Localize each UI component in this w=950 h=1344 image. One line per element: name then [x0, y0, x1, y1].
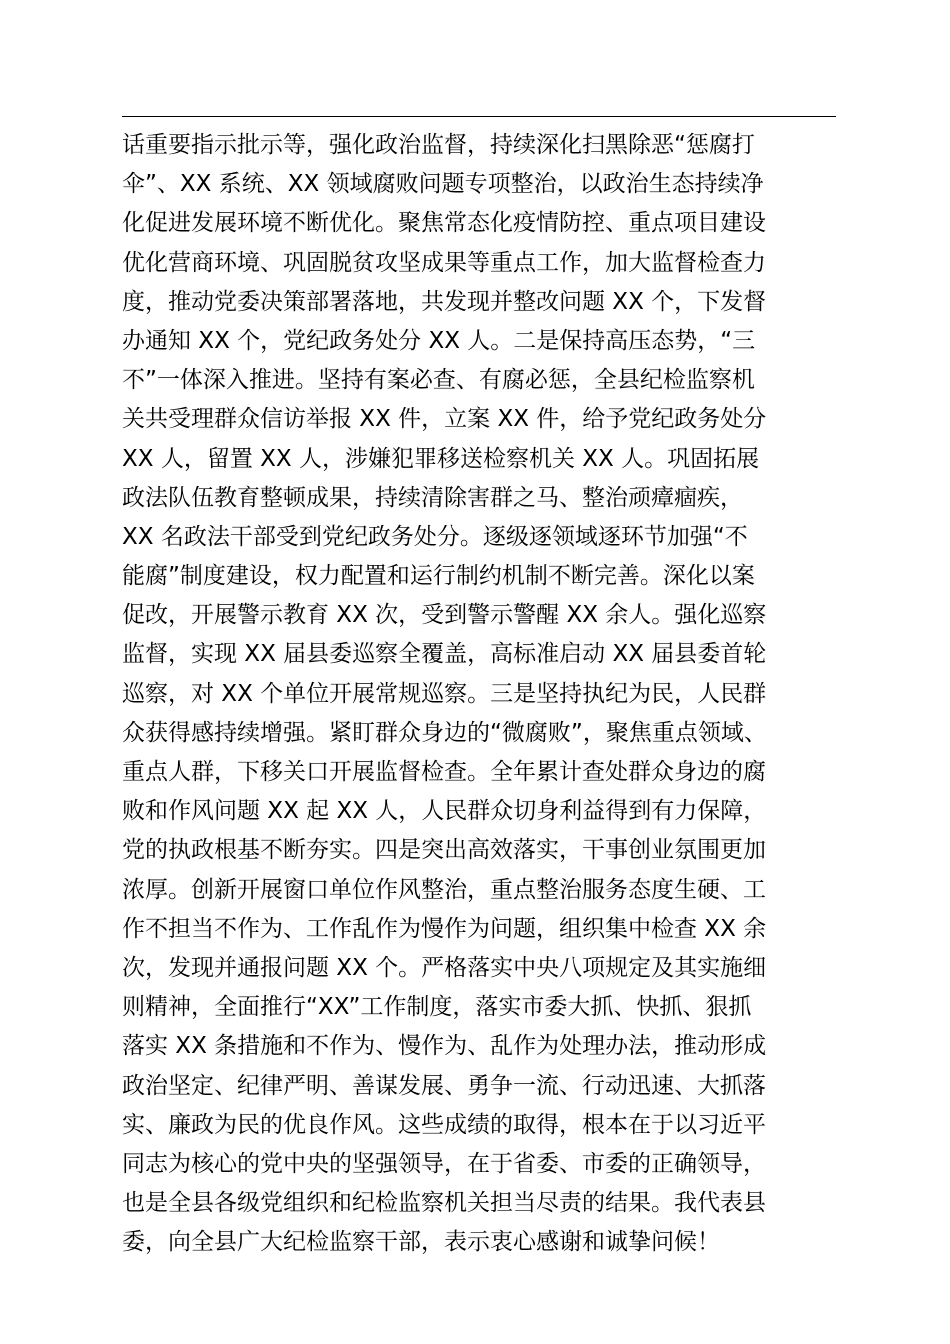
text-line: 同志为核心的党中央的坚强领导，在于省委、市委的正确领导，: [122, 1150, 766, 1177]
text-line: 优化营商环境、巩固脱贫攻坚成果等重点工作，加大监督检查力: [122, 249, 766, 276]
text-line: 能腐”制度建设，权力配置和运行制约机制不断完善。深化以案: [122, 563, 755, 590]
text-line: 败和作风问题 XX 起 XX 人，人民群众切身利益得到有力保障，: [122, 798, 767, 825]
text-line: 实、廉政为民的优良作风。这些成绩的取得，根本在于以习近平: [122, 1111, 766, 1138]
text-line: 度，推动党委决策部署落地，共发现并整改问题 XX 个，下发督: [122, 288, 767, 315]
text-line: 众获得感持续增强。紧盯群众身边的“微腐败”，聚焦重点领域、: [122, 719, 767, 746]
text-line: 监督，实现 XX 届县委巡察全覆盖，高标准启动 XX 届县委首轮: [122, 641, 767, 668]
text-line: 伞”、XX 系统、XX 领域腐败问题专项整治，以政治生态持续净: [122, 171, 764, 198]
text-line: 政治坚定、纪律严明、善谋发展、勇争一流、行动迅速、大抓落: [122, 1072, 766, 1099]
text-line: 巡察，对 XX 个单位开展常规巡察。三是坚持执纪为民，人民群: [122, 680, 767, 707]
text-line: 作不担当不作为、工作乱作为慢作为问题，组织集中检查 XX 余: [122, 915, 767, 942]
text-line: 重点人群，下移关口开展监督检查。全年累计查处群众身边的腐: [122, 759, 766, 785]
text-line: 政法队伍教育整顿成果，持续清除害群之马、整治顽瘴痼疾，: [122, 484, 743, 511]
text-line: 话重要指示批示等，强化政治监督，持续深化扫黑除恶“惩腐打: [122, 132, 755, 158]
text-line: 党的执政根基不断夯实。四是突出高效落实，干事创业氛围更加: [122, 837, 766, 864]
text-line: 落实 XX 条措施和不作为、慢作为、乱作为处理办法，推动形成: [122, 1033, 767, 1060]
text-line: 不”一体深入推进。坚持有案必查、有腐必惩，全县纪检监察机: [122, 367, 755, 394]
text-line: 则精神，全面推行“XX”工作制度，落实市委大抓、快抓、狠抓: [122, 994, 752, 1021]
text-line: XX 人，留置 XX 人，涉嫌犯罪移送检察机关 XX 人。巩固拓展: [122, 445, 760, 472]
text-line: XX 名政法干部受到党纪政务处分。逐级逐领域逐环节加强“不: [122, 523, 748, 550]
text-line: 关共受理群众信访举报 XX 件，立案 XX 件，给予党纪政务处分: [122, 406, 767, 433]
text-line: 浓厚。创新开展窗口单位作风整治，重点整治服务态度生硬、工: [122, 876, 766, 903]
text-line: 委，向全县广大纪检监察干部，表示衷心感谢和诚挚问候！: [122, 1229, 720, 1256]
header-rule: [122, 116, 836, 117]
text-line: 办通知 XX 个，党纪政务处分 XX 人。二是保持高压态势，“三: [122, 327, 756, 354]
text-line: 促改，开展警示教育 XX 次，受到警示警醒 XX 余人。强化巡察: [122, 602, 767, 629]
body-paragraph: [122, 126, 836, 1262]
text-line: 也是全县各级党组织和纪检监察机关担当尽责的结果。我代表县: [122, 1190, 766, 1217]
text-line: 化促进发展环境不断优化。聚焦常态化疫情防控、重点项目建设: [122, 210, 766, 237]
text-line: 次，发现并通报问题 XX 个。严格落实中央八项规定及其实施细: [122, 954, 767, 981]
